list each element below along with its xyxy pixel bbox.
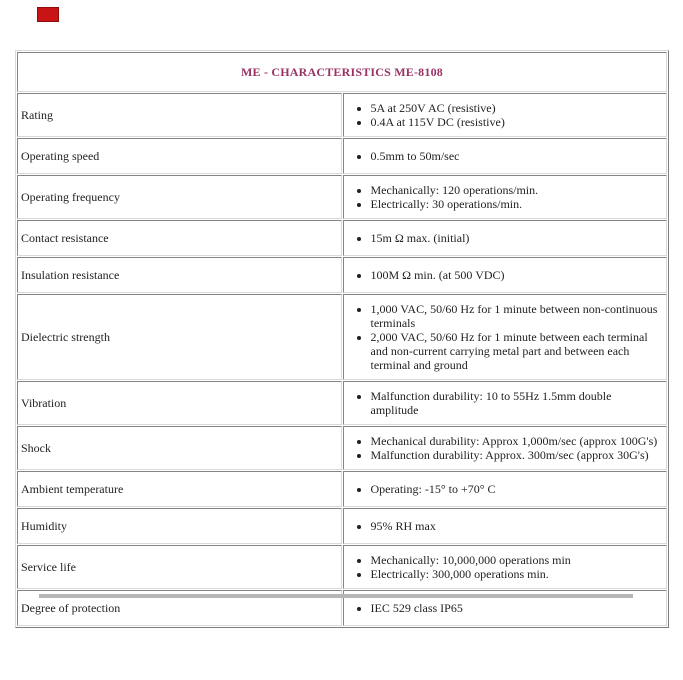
bullet-list — [344, 231, 663, 245]
spec-table — [15, 50, 669, 628]
row-label: Operating speed — [17, 138, 342, 174]
bullet-item: • Electrically: 300,000 operations min. — [371, 567, 663, 581]
row-content — [343, 508, 668, 544]
bullet-item: • Electrically: 30 operations/min. — [371, 197, 663, 211]
row-label: Vibration — [17, 381, 342, 425]
table-row — [17, 508, 667, 544]
bullet-list — [344, 519, 663, 533]
row-content — [343, 426, 668, 470]
bullet-list — [344, 601, 663, 615]
row-label: Dielectric strength — [17, 294, 342, 380]
row-content — [343, 138, 668, 174]
row-content — [343, 471, 668, 507]
table-row — [17, 426, 667, 470]
table-drop-shadow — [39, 594, 633, 598]
table-row — [17, 294, 667, 380]
broken-image-icon — [37, 7, 59, 22]
table-row — [17, 257, 667, 293]
bullet-item: • Operating: -15° to +70° C — [371, 482, 663, 496]
row-label: Rating — [17, 93, 342, 137]
row-label: Service life — [17, 545, 342, 589]
bullet-item: • Mechanically: 10,000,000 operations min — [371, 553, 663, 567]
bullet-list — [344, 302, 663, 372]
row-label: Ambient temperature — [17, 471, 342, 507]
table-row — [17, 471, 667, 507]
row-content — [343, 381, 668, 425]
bullet-item: • 0.5mm to 50m/sec — [371, 149, 663, 163]
row-label: Degree of protection — [17, 590, 342, 626]
bullet-item: • 0.4A at 115V DC (resistive) — [371, 115, 663, 129]
bullet-list — [344, 389, 663, 417]
row-label: Shock — [17, 426, 342, 470]
bullet-list — [344, 482, 663, 496]
bullet-list — [344, 268, 663, 282]
row-content — [343, 257, 668, 293]
row-label: Operating frequency — [17, 175, 342, 219]
bullet-item: • 2,000 VAC, 50/60 Hz for 1 minute between each terminal and non-current carrying metal part and between each terminal and ground — [371, 330, 663, 372]
row-content — [343, 220, 668, 256]
bullet-item: • Malfunction durability: Approx. 300m/sec (approx 30G's) — [371, 448, 663, 462]
table-row — [17, 138, 667, 174]
table-row — [17, 381, 667, 425]
bullet-item: • 100M Ω min. (at 500 VDC) — [371, 268, 663, 282]
bullet-list — [344, 149, 663, 163]
bullet-list — [344, 553, 663, 581]
bullet-item: • IEC 529 class IP65 — [371, 601, 663, 615]
table-row — [17, 93, 667, 137]
bullet-item: • Malfunction durability: 10 to 55Hz 1.5mm double amplitude — [371, 389, 663, 417]
table-row — [17, 545, 667, 589]
table-row — [17, 220, 667, 256]
row-label: Insulation resistance — [17, 257, 342, 293]
bullet-item: • 5A at 250V AC (resistive) — [371, 101, 663, 115]
table-row — [17, 175, 667, 219]
row-label: Contact resistance — [17, 220, 342, 256]
bullet-list — [344, 434, 663, 462]
row-content — [343, 175, 668, 219]
table-title-row — [17, 52, 667, 92]
bullet-list — [344, 101, 663, 129]
bullet-list — [344, 183, 663, 211]
bullet-item: • 95% RH max — [371, 519, 663, 533]
bullet-item: • Mechanical durability: Approx 1,000m/sec (approx 100G's) — [371, 434, 663, 448]
row-content — [343, 545, 668, 589]
row-content — [343, 93, 668, 137]
spec-table-body — [17, 52, 667, 626]
row-label: Humidity — [17, 508, 342, 544]
table-title: ME - CHARACTERISTICS ME-8108 — [17, 52, 667, 92]
bullet-item: • 15m Ω max. (initial) — [371, 231, 663, 245]
bullet-item: • 1,000 VAC, 50/60 Hz for 1 minute between non-continuous terminals — [371, 302, 663, 330]
row-content — [343, 294, 668, 380]
bullet-item: • Mechanically: 120 operations/min. — [371, 183, 663, 197]
